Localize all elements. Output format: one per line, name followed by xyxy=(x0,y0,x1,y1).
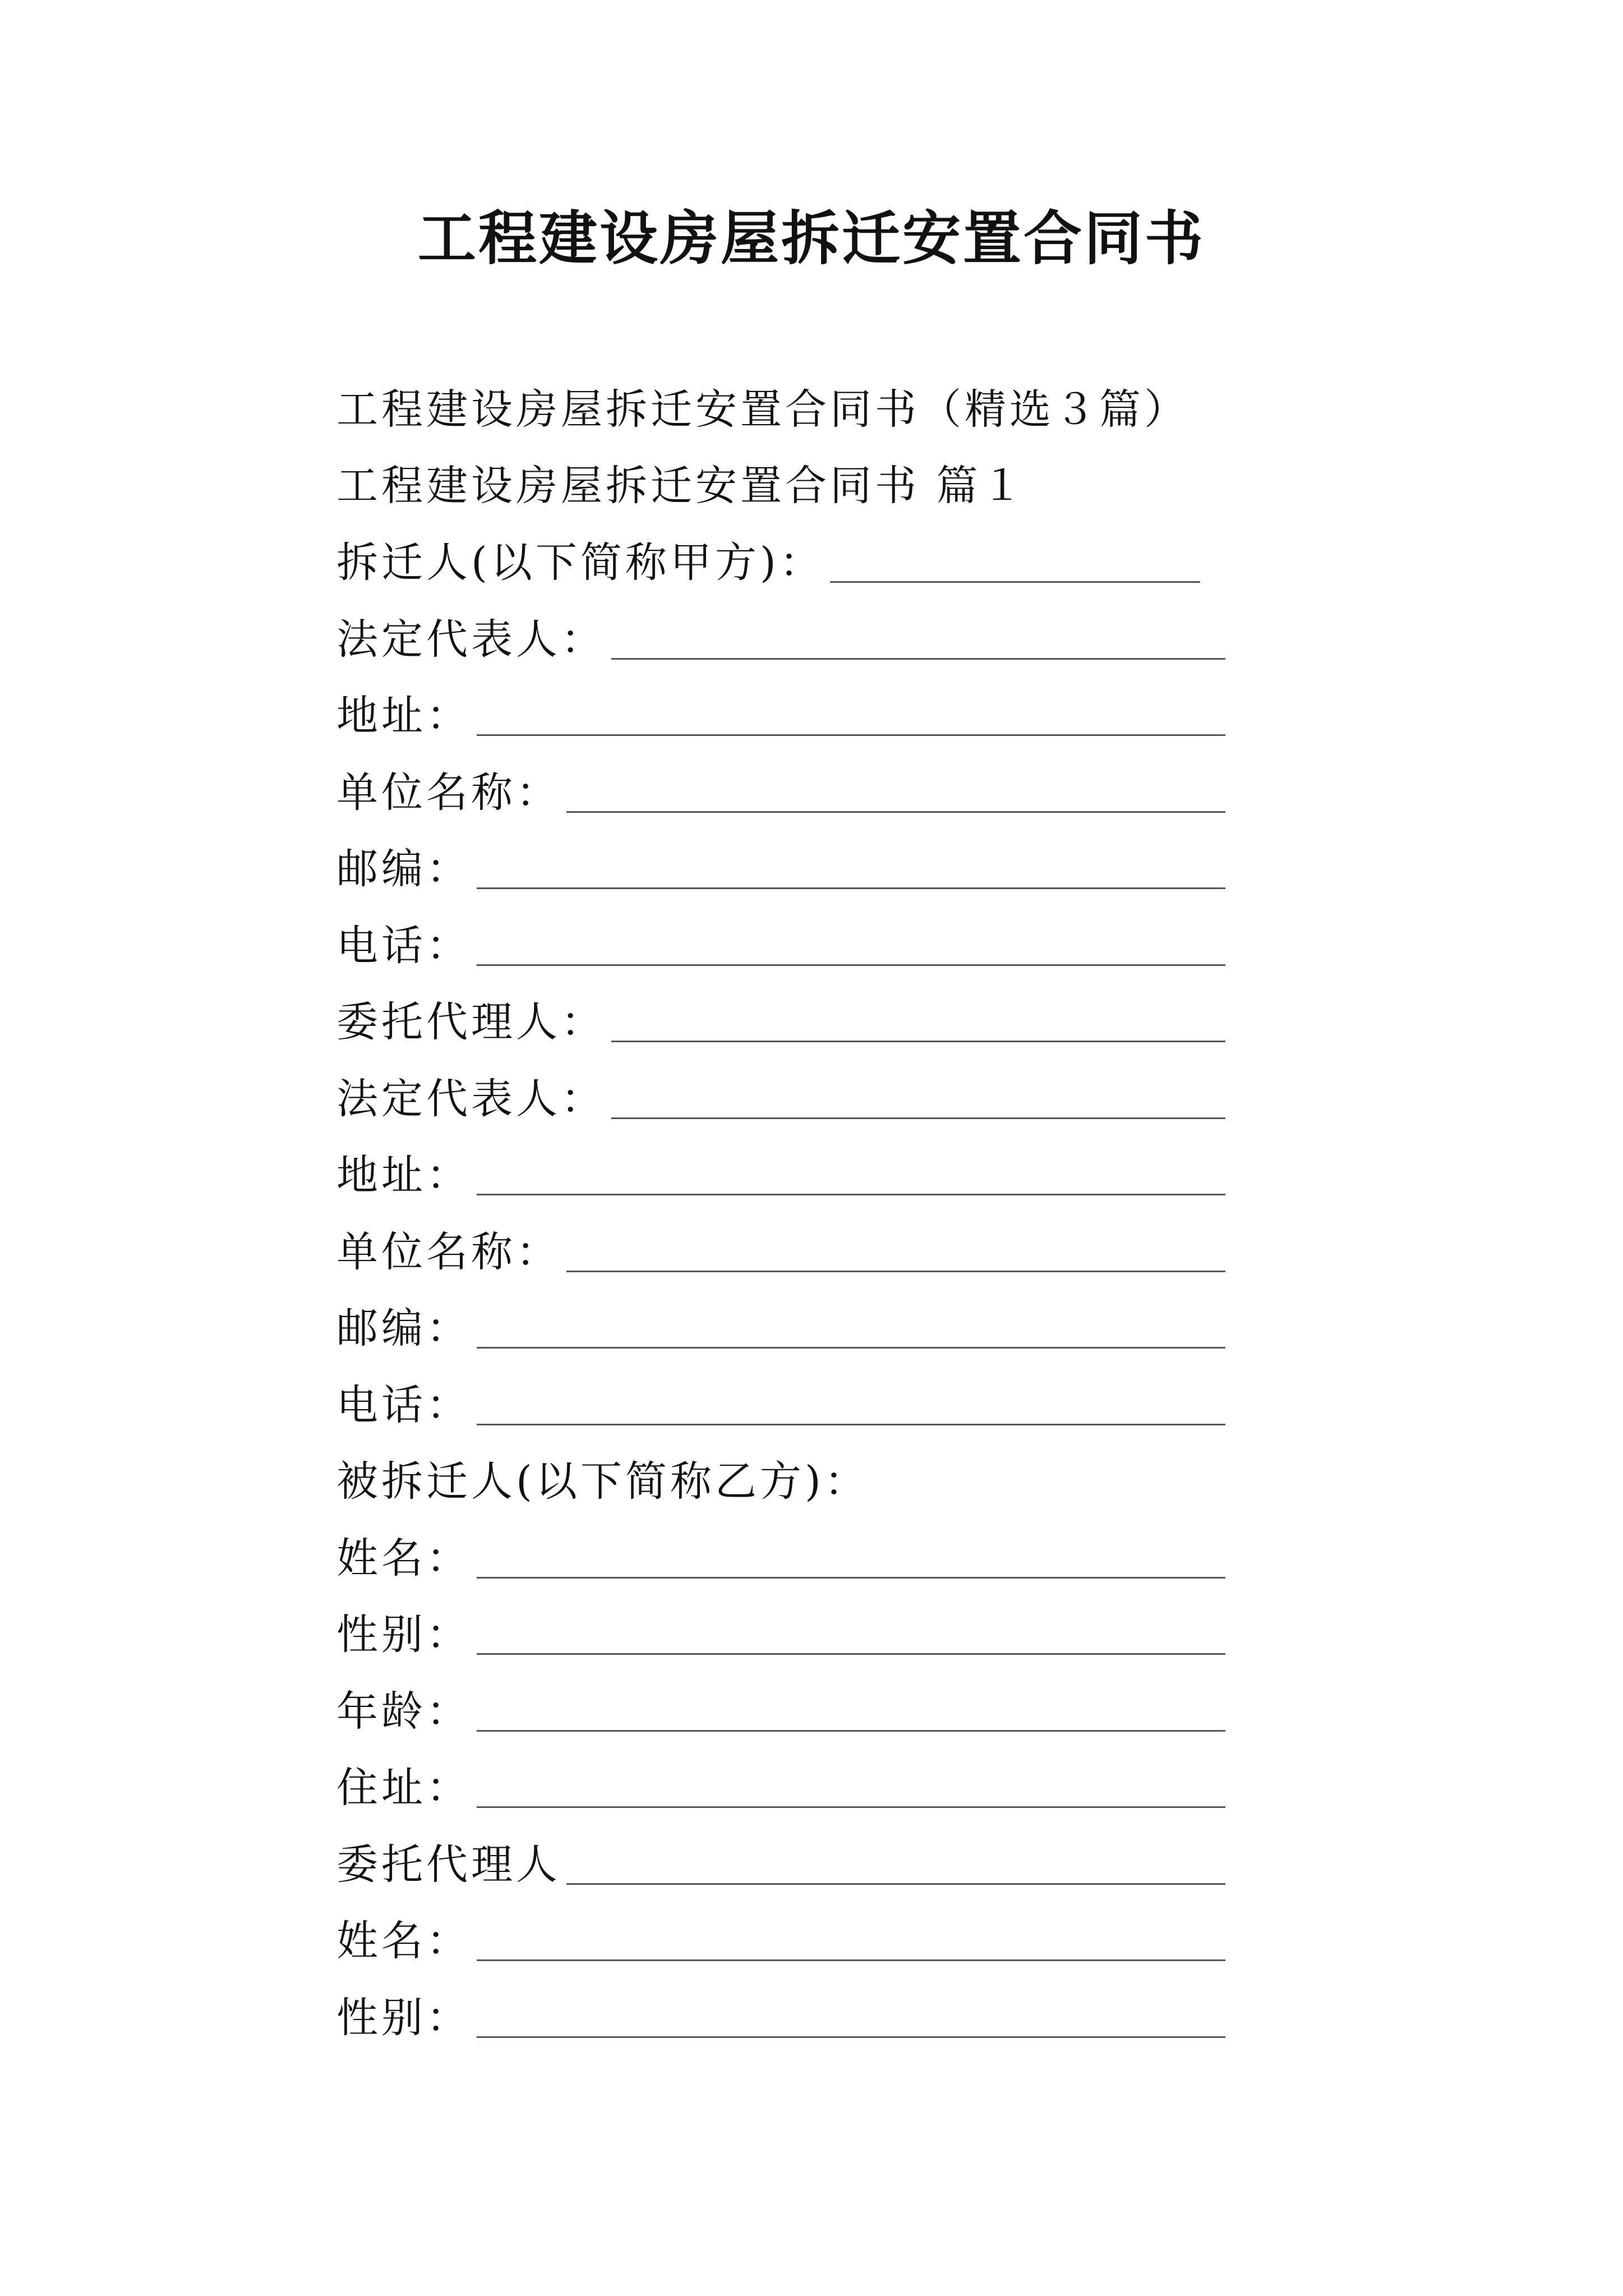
field-line-address xyxy=(336,688,1225,744)
field-line-gender xyxy=(336,1607,1225,1663)
fill-in-blank[interactable] xyxy=(611,1006,1225,1042)
fill-in-blank[interactable] xyxy=(477,853,1225,889)
field-line-gender-2 xyxy=(336,1990,1225,2046)
field-label: 电话： xyxy=(336,922,471,970)
fill-in-blank[interactable] xyxy=(477,1772,1225,1808)
field-label: 年龄： xyxy=(336,1687,471,1736)
field-label: 性别： xyxy=(336,1611,471,1659)
field-line-relocatee xyxy=(336,1453,869,1510)
fill-in-blank[interactable] xyxy=(477,1159,1225,1195)
field-label: 邮编： xyxy=(336,845,471,893)
field-label: 拆迁人(以下简称甲方)： xyxy=(336,539,824,587)
fill-in-blank[interactable] xyxy=(477,1695,1225,1732)
field-label: 姓名： xyxy=(336,1917,471,1965)
fill-in-blank[interactable] xyxy=(566,1848,1225,1885)
field-label: 单位名称： xyxy=(336,769,561,817)
fill-in-blank[interactable] xyxy=(477,1542,1225,1579)
field-label: 单位名称： xyxy=(336,1228,561,1276)
fill-in-blank[interactable] xyxy=(477,1925,1225,1961)
field-label: 地址： xyxy=(336,1151,471,1199)
field-line-name xyxy=(336,1530,1225,1586)
field-line-legal-rep xyxy=(336,611,1225,668)
field-line-age xyxy=(336,1683,1225,1740)
field-line-postcode xyxy=(336,841,1225,897)
field-line-demolisher xyxy=(336,535,1200,591)
field-label: 电话： xyxy=(336,1381,471,1429)
field-label: 性别： xyxy=(336,1994,471,2042)
field-label: 委托代理人： xyxy=(336,998,606,1046)
fill-in-blank[interactable] xyxy=(477,2001,1225,2038)
field-line-name-2 xyxy=(336,1913,1225,1969)
field-line-agent-2 xyxy=(336,1837,1225,1893)
field-line-unit-name-2 xyxy=(336,1224,1225,1280)
document-title: 工程建设房屋拆迁安置合同书 xyxy=(417,204,1205,273)
field-label: 邮编： xyxy=(336,1304,471,1352)
subtitle: 工程建设房屋拆迁安置合同书（精选３篇） xyxy=(336,385,1189,434)
fill-in-blank[interactable] xyxy=(477,1618,1225,1655)
field-label: 法定代表人： xyxy=(336,615,606,664)
field-label: 姓名： xyxy=(336,1534,471,1582)
fill-in-blank[interactable] xyxy=(477,930,1225,966)
subtitle-line xyxy=(336,381,1189,438)
fill-in-blank[interactable] xyxy=(477,700,1225,736)
field-label: 被拆迁人(以下简称乙方)： xyxy=(336,1457,869,1506)
fill-in-blank[interactable] xyxy=(566,1236,1225,1272)
field-line-phone xyxy=(336,918,1225,974)
fill-in-blank[interactable] xyxy=(830,546,1200,583)
section-heading: 工程建设房屋拆迁安置合同书 篇１ xyxy=(336,462,1026,510)
field-line-agent xyxy=(336,994,1225,1050)
field-line-residence xyxy=(336,1760,1225,1816)
field-line-phone-2 xyxy=(336,1377,1225,1433)
field-label: 委托代理人 xyxy=(336,1841,561,1889)
field-label: 地址： xyxy=(336,692,471,740)
fill-in-blank[interactable] xyxy=(611,1083,1225,1119)
fill-in-blank[interactable] xyxy=(477,1389,1225,1425)
field-label: 住址： xyxy=(336,1764,471,1812)
fill-in-blank[interactable] xyxy=(611,623,1225,660)
section-heading-line xyxy=(336,458,1026,514)
field-label: 法定代表人： xyxy=(336,1075,606,1123)
fill-in-blank[interactable] xyxy=(566,776,1225,813)
field-line-address-2 xyxy=(336,1147,1225,1203)
field-line-unit-name xyxy=(336,765,1225,821)
field-line-postcode-2 xyxy=(336,1300,1225,1356)
field-line-legal-rep-2 xyxy=(336,1071,1225,1127)
fill-in-blank[interactable] xyxy=(477,1312,1225,1349)
